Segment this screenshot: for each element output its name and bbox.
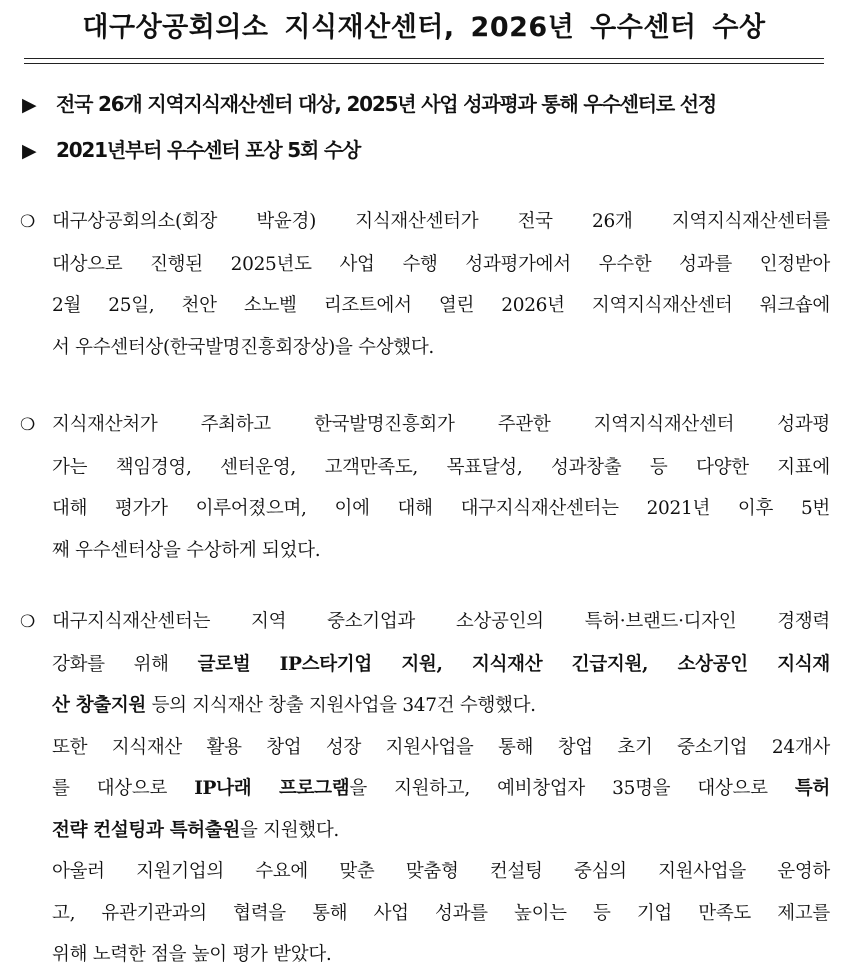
paragraph-line: 전략 컨설팅과 특허출원을 지원했다.	[52, 819, 340, 841]
paragraph-2	[20, 404, 830, 571]
paragraph-line: 가는 책임경영, 센터운영, 고객만족도, 목표달성, 성과창출 등 다양한 지표에	[52, 456, 830, 478]
headline-2	[22, 134, 837, 167]
title-divider-bottom	[24, 63, 824, 64]
paragraph-line: 위해 노력한 점을 높이 평가 받았다.	[52, 944, 332, 965]
paragraph-line: 고, 유관기관과의 협력을 통해 사업 성과를 높이는 등 기업 만족도 제고를	[52, 902, 830, 924]
highlighted-program-name: 특허	[794, 778, 830, 799]
circle-bullet-icon: ❍	[20, 415, 35, 435]
circle-bullet-icon: ❍	[20, 612, 35, 632]
paragraph-line: 대상으로 진행된 2025년도 사업 수행 성과평가에서 우수한 성과를 인정받아	[52, 253, 830, 275]
headline-1-text: 전국 26개 지역지식재산센터 대상, 2025년 사업 성과평과 통해 우수센터로 선정	[56, 92, 717, 116]
paragraph-3	[20, 601, 830, 976]
highlighted-program-name: 전략 컨설팅과 특허출원	[52, 819, 240, 841]
paragraph-line: 또한 지식재산 활용 창업 성장 지원사업을 통해 창업 초기 중소기업 24개사	[52, 736, 830, 758]
title-divider-top	[24, 58, 824, 59]
triangle-bullet-icon: ▶	[22, 94, 37, 116]
paragraph-line: 2월 25일, 천안 소노벨 리조트에서 열린 2026년 지역지식재산센터 워크숍에	[52, 295, 830, 316]
circle-bullet-icon: ❍	[20, 212, 35, 232]
paragraph-line: 대해 평가가 이루어졌으며, 이에 대해 대구지식재산센터는 2021년 이후 5번	[52, 498, 830, 519]
page-title: 대구상공회의소 지식재산센터, 2026년 우수센터 수상	[82, 12, 766, 43]
headline-2-text: 2021년부터 우수센터 포상 5회 수상	[56, 138, 361, 162]
paragraph-1	[20, 201, 830, 368]
paragraph-line: ❍ 지식재산처가 주최하고 한국발명진흥회가 주관한 지역지식재산센터 성과평	[20, 404, 830, 447]
headline-1	[22, 88, 837, 121]
highlighted-program-names: 산 창출지원	[52, 695, 146, 716]
highlighted-program-name: IP나래 프로그램	[194, 778, 350, 799]
paragraph-line: ❍ 대구지식재산센터는 지역 중소기업과 소상공인의 특허·브랜드·디자인 경쟁력	[20, 601, 830, 644]
highlighted-program-names: 글로벌 IP스타기업 지원, 지식재산 긴급지원, 소상공인 지식재	[197, 653, 830, 675]
paragraph-line: 서 우수센터상(한국발명진흥회장상)을 수상했다.	[52, 336, 434, 358]
paragraph-line: 아울러 지원기업의 수요에 맞춘 맞춤형 컨설팅 중심의 지원사업을 운영하	[52, 861, 830, 882]
paragraph-line: 째 우수센터상을 수상하게 되었다.	[52, 539, 321, 561]
paragraph-line: 를 대상으로 IP나래 프로그램을 지원하고, 예비창업자 35명을 대상으로 특허	[52, 778, 830, 799]
paragraph-line: 강화를 위해 글로벌 IP스타기업 지원, 지식재산 긴급지원, 소상공인 지식재	[52, 653, 830, 675]
triangle-bullet-icon: ▶	[22, 140, 37, 162]
paragraph-line: 산 창출지원 등의 지식재산 창출 지원사업을 347건 수행했다.	[52, 695, 536, 716]
paragraph-line: ❍ 대구상공회의소(회장 박윤경) 지식재산센터가 전국 26개 지역지식재산센터를	[20, 201, 830, 244]
